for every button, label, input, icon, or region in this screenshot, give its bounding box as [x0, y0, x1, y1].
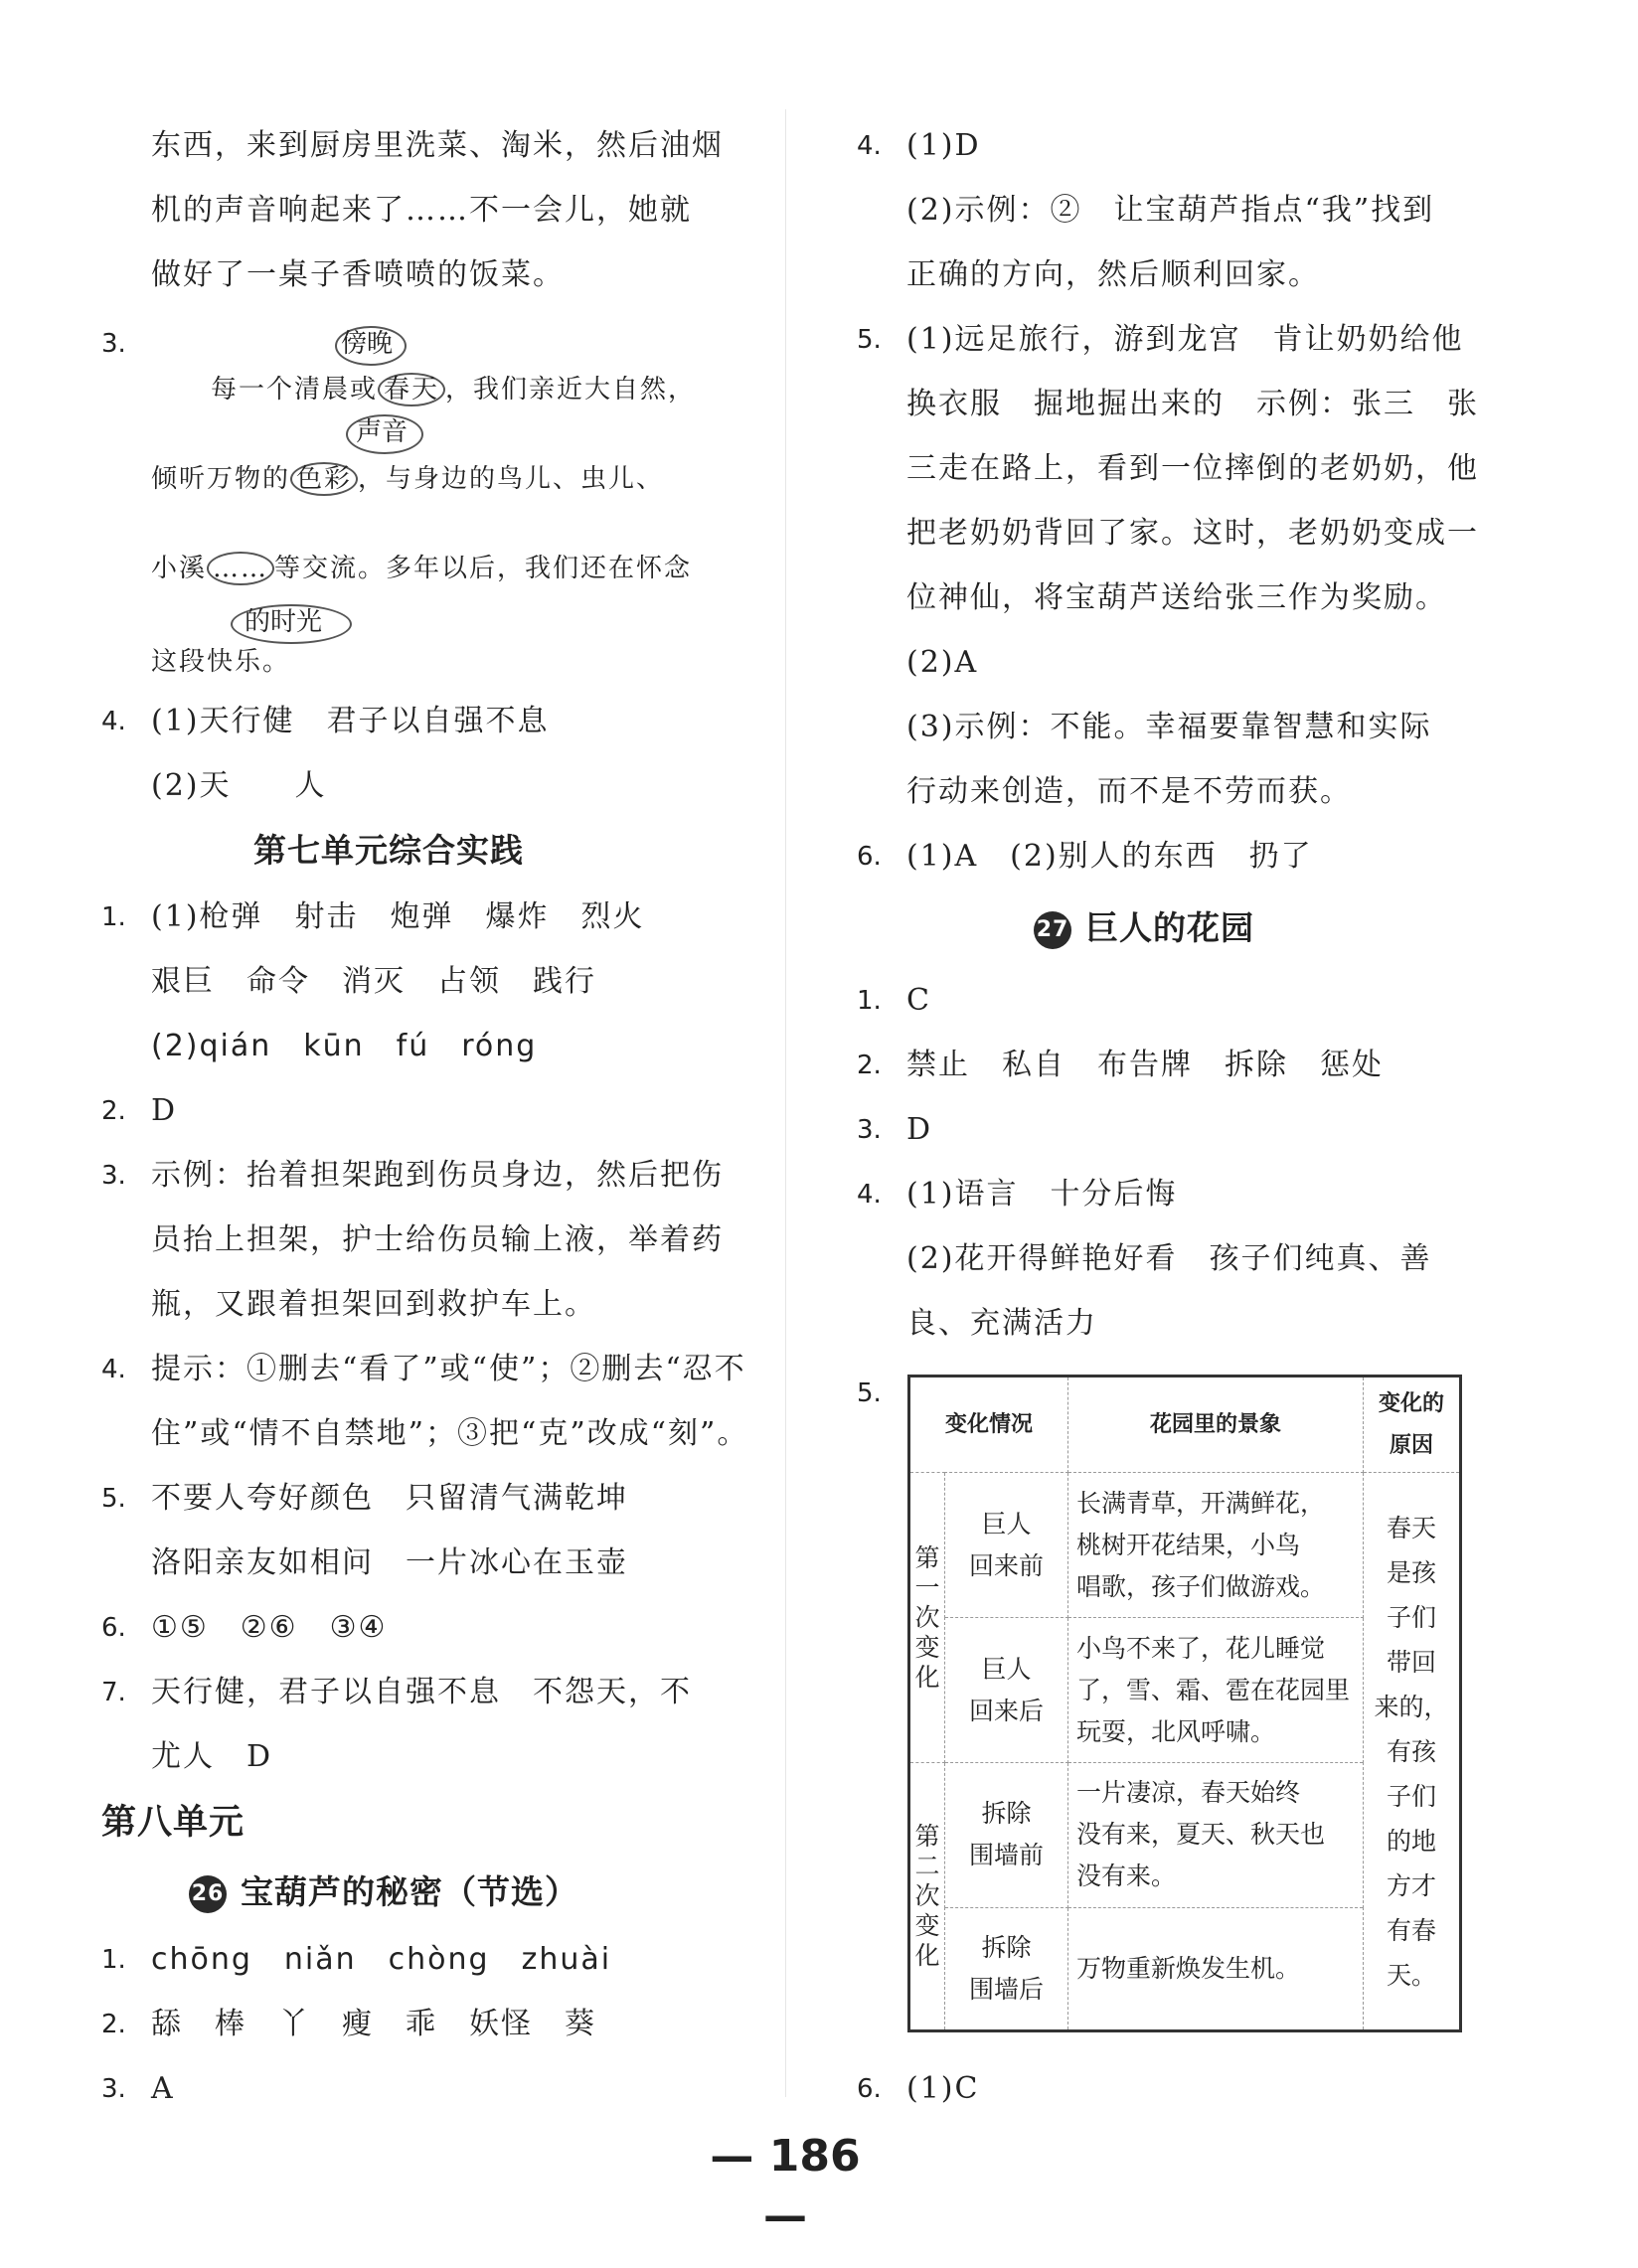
circled-word: 色彩	[290, 462, 358, 496]
answer-line: (1)远足旅行，游到龙宫 肯让奶奶给他	[906, 322, 1464, 357]
answer-line: 做好了一桌子香喷喷的饭菜。	[151, 257, 565, 292]
answer-line: ①⑤ ②⑥ ③④	[151, 1610, 388, 1645]
circled-word: 春天	[378, 373, 445, 406]
answer-line: 禁止 私自 布告牌 拆除 惩处	[906, 1048, 1384, 1082]
answer-line: (1)A (2)别人的东西 扔了	[906, 839, 1313, 874]
table-row	[909, 1473, 1461, 1618]
pinyin-answer: (2)qián kūn fú róng	[151, 1029, 538, 1063]
question-number: 1.	[101, 1945, 126, 1975]
answer-line: D	[906, 1112, 933, 1147]
pinyin-answer: chōng niǎn chòng zhuài	[151, 1942, 612, 1977]
scene-cell: 一片凄凉，春天始终 没有来，夏天、秋天也 没有来。	[1068, 1762, 1364, 1907]
answer-line: (1)语言 十分后悔	[906, 1177, 1178, 1212]
answer-line: A	[151, 2071, 175, 2106]
table-header: 变化情况	[909, 1377, 1068, 1473]
question-number: 3.	[857, 1115, 882, 1145]
circled-word: ……	[207, 552, 274, 585]
table-header: 变化的 原因	[1364, 1377, 1461, 1473]
answer-line: (1)C	[906, 2071, 980, 2106]
answer-line: 东西，来到厨房里洗菜、淘米，然后油烟	[151, 128, 724, 163]
answer-line: 机的声音响起来了……不一会儿，她就	[151, 193, 692, 228]
answer-line: 员抬上担架，护士给伤员输上液，举着药	[151, 1222, 724, 1257]
question-number: 1.	[101, 902, 126, 932]
garden-change-table	[907, 1375, 1462, 2032]
question-number: 5.	[857, 1378, 882, 1408]
answer-line: 住”或“情不自禁地”；③把“克”改成“刻”。	[151, 1416, 749, 1451]
change-group-label: 第 二 次 变 化	[909, 1762, 945, 2030]
question-number: 2.	[101, 2010, 126, 2039]
answer-line: (3)示例：不能。幸福要靠智慧和实际	[906, 710, 1432, 744]
answer-line: 尤人 D	[151, 1739, 273, 1774]
answer-line: 换衣服 掘地掘出来的 示例：张三 张	[906, 387, 1479, 421]
question-number: 2.	[857, 1051, 882, 1080]
condition-cell: 拆除 围墙前	[945, 1762, 1068, 1907]
answer-line: (1)天行健 君子以自强不息	[151, 704, 550, 738]
answer-line: 提示：①删去“看了”或“使”；②删去“忍不	[151, 1352, 746, 1386]
revised-sentence-line: 倾听万物的 色彩 ，与身边的鸟儿、虫儿、	[151, 464, 665, 494]
change-group-label: 第 一 次 变 化	[909, 1473, 945, 1763]
answer-line: (2)天 人	[151, 768, 327, 803]
answer-line: 正确的方向，然后顺利回家。	[906, 257, 1320, 292]
section-title: 第七单元综合实践	[253, 831, 524, 870]
revised-sentence-line: 小溪 …… 等交流。多年以后，我们还在怀念	[151, 554, 693, 583]
answer-line: D	[151, 1093, 178, 1128]
unit-title: 第八单元	[101, 1803, 246, 1843]
question-number: 7.	[101, 1678, 126, 1707]
answer-line: 不要人夸好颜色 只留清气满乾坤	[151, 1481, 628, 1516]
question-number: 5.	[857, 325, 882, 355]
answer-line: (1)枪弹 射击 炮弹 爆炸 烈火	[151, 899, 645, 934]
answer-line: (1)D	[906, 128, 981, 163]
answer-line: 位神仙，将宝葫芦送给张三作为奖励。	[906, 580, 1447, 615]
revision-mark: 的时光	[245, 607, 323, 637]
table-header-row	[909, 1377, 1461, 1473]
question-number: 4.	[101, 1355, 126, 1384]
answer-line: 洛阳亲友如相问 一片冰心在玉壶	[151, 1545, 628, 1580]
question-number: 5.	[101, 1484, 126, 1514]
reason-cell: 春天 是孩 子们 带回 来的， 有孩 子们 的地 方才 有春 天。	[1364, 1473, 1461, 2031]
answer-line: 瓶，又跟着担架回到救护车上。	[151, 1287, 596, 1322]
revised-sentence-line: 这段快乐。	[151, 647, 291, 677]
lesson-number-badge: 26	[189, 1875, 227, 1913]
question-number: 4.	[101, 707, 126, 736]
answer-line: 把老奶奶背回了家。这时，老奶奶变成一	[906, 516, 1479, 551]
question-number: 2.	[101, 1096, 126, 1126]
scene-cell: 万物重新焕发生机。	[1068, 1907, 1364, 2030]
answer-line: (2)示例：② 让宝葫芦指点“我”找到	[906, 193, 1435, 228]
revision-mark: 傍晚	[341, 329, 394, 359]
answer-line: (2)A	[906, 645, 979, 680]
condition-cell: 巨人 回来后	[945, 1618, 1068, 1763]
answer-line: C	[906, 983, 931, 1018]
answer-line: 示例：抬着担架跑到伤员身边，然后把伤	[151, 1158, 724, 1193]
answer-line: 三走在路上，看到一位摔倒的老奶奶，他	[906, 451, 1479, 486]
condition-cell: 巨人 回来前	[945, 1473, 1068, 1618]
scene-cell: 长满青草，开满鲜花， 桃树开花结果，小鸟 唱歌，孩子们做游戏。	[1068, 1473, 1364, 1618]
answer-line: 行动来创造，而不是不劳而获。	[906, 774, 1352, 809]
answer-line: (2)花开得鲜艳好看 孩子们纯真、善	[906, 1241, 1432, 1276]
question-number: 3.	[101, 2074, 126, 2104]
answer-line: 天行健，君子以自强不息 不怨天，不	[151, 1675, 692, 1709]
answer-line: 良、充满活力	[906, 1306, 1097, 1341]
answer-line: 舔 棒 丫 瘦 乖 妖怪 葵	[151, 2007, 596, 2041]
condition-cell: 拆除 围墙后	[945, 1907, 1068, 2030]
table-header: 花园里的景象	[1068, 1377, 1364, 1473]
answer-line: 艰巨 命令 消灭 占领 践行	[151, 964, 596, 999]
scene-cell: 小鸟不来了，花儿睡觉 了，雪、霜、雹在花园里 玩耍，北风呼啸。	[1068, 1618, 1364, 1763]
column-divider	[785, 109, 786, 2097]
lesson-title: 27 巨人的花园	[1034, 906, 1254, 950]
question-number: 4.	[857, 1180, 882, 1210]
question-number: 6.	[101, 1613, 126, 1643]
revision-mark: 声音	[356, 417, 409, 447]
page-number: — 186 —	[710, 2131, 861, 2241]
question-number: 6.	[857, 2074, 882, 2104]
question-number: 3.	[101, 329, 126, 359]
lesson-number-badge: 27	[1034, 911, 1071, 949]
question-number: 4.	[857, 131, 882, 161]
lesson-title: 26 宝葫芦的秘密（节选）	[189, 1870, 578, 1914]
question-number: 6.	[857, 842, 882, 872]
revised-sentence-line: 每一个清晨或 春天 ，我们亲近大自然，	[211, 375, 697, 405]
question-number: 3.	[101, 1161, 126, 1191]
question-number: 1.	[857, 986, 882, 1016]
